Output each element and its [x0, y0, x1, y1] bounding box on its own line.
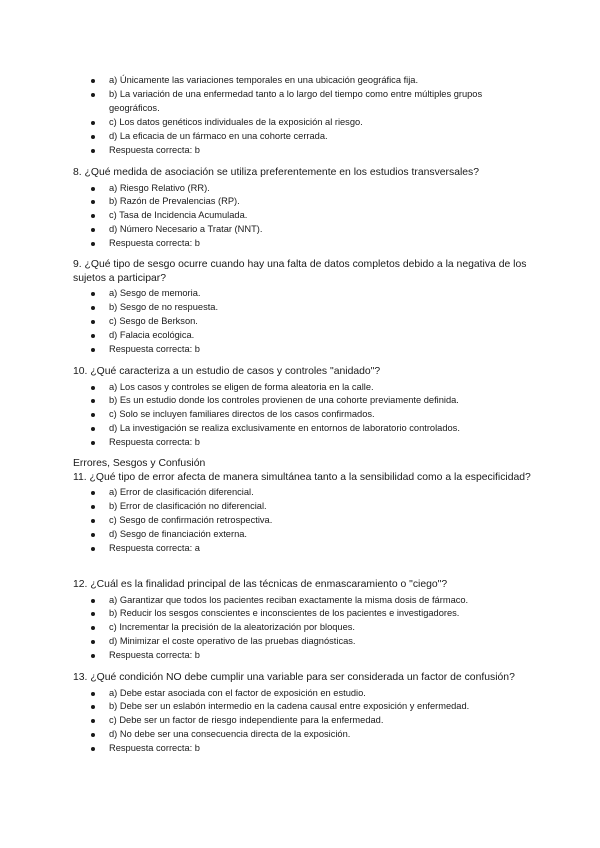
question-7-block: [73, 72, 533, 157]
question-7-options: [73, 74, 533, 157]
option-b: b) La variación de una enfermedad tanto a lo largo del tiempo como entre múltiples grupos geográficos.: [73, 88, 533, 116]
correct-answer: Respuesta correcta: b: [73, 343, 533, 357]
option-d: d) La investigación se realiza exclusivamente en entornos de laboratorio controlados.: [73, 422, 533, 436]
option-d: d) Minimizar el coste operativo de las pruebas diagnósticas.: [73, 635, 533, 649]
option-a: a) Garantizar que todos los pacientes reciban exactamente la misma dosis de fármaco.: [73, 594, 533, 608]
question-10-text: 10. ¿Qué caracteriza a un estudio de casos y controles "anidado"?: [73, 366, 381, 377]
question-9-options: [73, 287, 533, 357]
correct-answer: Respuesta correcta: b: [73, 436, 533, 450]
question-9-text: 9. ¿Qué tipo de sesgo ocurre cuando hay una falta de datos completos debido a la negativa de los sujetos a participar?: [73, 259, 527, 284]
option-b: b) Reducir los sesgos conscientes e inconscientes de los pacientes e investigadores.: [73, 607, 533, 621]
option-c: c) Los datos genéticos individuales de la exposición al riesgo.: [73, 116, 533, 130]
option-b: b) Razón de Prevalencias (RP).: [73, 195, 533, 209]
option-b: b) Debe ser un eslabón intermedio en la cadena causal entre exposición y enfermedad.: [73, 700, 533, 714]
question-8-text: 8. ¿Qué medida de asociación se utiliza preferentemente en los estudios transversales?: [73, 167, 480, 178]
question-12-text: 12. ¿Cuál es la finalidad principal de las técnicas de enmascaramiento o "ciego"?: [73, 579, 448, 590]
section-title: Errores, Sesgos y Confusión: [73, 458, 206, 469]
option-a: a) Riesgo Relativo (RR).: [73, 182, 533, 196]
question-10-block: [73, 365, 533, 450]
question-12-options: [73, 594, 533, 664]
question-12-block: [73, 578, 533, 663]
option-d: d) Sesgo de financiación externa.: [73, 528, 533, 542]
option-a: a) Sesgo de memoria.: [73, 287, 533, 301]
option-c: c) Incrementar la precisión de la aleatorización por bloques.: [73, 621, 533, 635]
option-d: d) No debe ser una consecuencia directa de la exposición.: [73, 728, 533, 742]
option-d: d) Falacia ecológica.: [73, 329, 533, 343]
question-10-options: [73, 381, 533, 451]
option-c: c) Tasa de Incidencia Acumulada.: [73, 209, 533, 223]
option-d: d) Número Necesario a Tratar (NNT).: [73, 223, 533, 237]
question-8-options: [73, 182, 533, 252]
option-c: c) Solo se incluyen familiares directos de los casos confirmados.: [73, 408, 533, 422]
option-a: a) Los casos y controles se eligen de forma aleatoria en la calle.: [73, 381, 533, 395]
option-d: d) La eficacia de un fármaco en una cohorte cerrada.: [73, 130, 533, 144]
correct-answer: Respuesta correcta: b: [73, 237, 533, 251]
question-11-options: [73, 486, 533, 556]
question-11-block: [73, 457, 533, 556]
question-8-block: [73, 166, 533, 251]
question-13-block: [73, 671, 533, 756]
option-a: a) Error de clasificación diferencial.: [73, 486, 533, 500]
option-c: c) Debe ser un factor de riesgo independiente para la enfermedad.: [73, 714, 533, 728]
option-b: b) Es un estudio donde los controles provienen de una cohorte previamente definida.: [73, 394, 533, 408]
question-13-text: 13. ¿Qué condición NO debe cumplir una variable para ser considerada un factor de confusión?: [73, 672, 515, 683]
correct-answer: Respuesta correcta: a: [73, 542, 533, 556]
option-c: c) Sesgo de confirmación retrospectiva.: [73, 514, 533, 528]
question-13-options: [73, 687, 533, 757]
option-c: c) Sesgo de Berkson.: [73, 315, 533, 329]
question-9-block: [73, 258, 533, 357]
correct-answer: Respuesta correcta: b: [73, 649, 533, 663]
option-a: a) Debe estar asociada con el factor de exposición en estudio.: [73, 687, 533, 701]
correct-answer: Respuesta correcta: b: [73, 144, 533, 158]
option-b: b) Sesgo de no respuesta.: [73, 301, 533, 315]
option-b: b) Error de clasificación no diferencial.: [73, 500, 533, 514]
question-11-text: 11. ¿Qué tipo de error afecta de manera simultánea tanto a la sensibilidad como a la especificidad?: [73, 471, 531, 483]
correct-answer: Respuesta correcta: b: [73, 742, 533, 756]
option-a: a) Únicamente las variaciones temporales en una ubicación geográfica fija.: [73, 74, 533, 88]
